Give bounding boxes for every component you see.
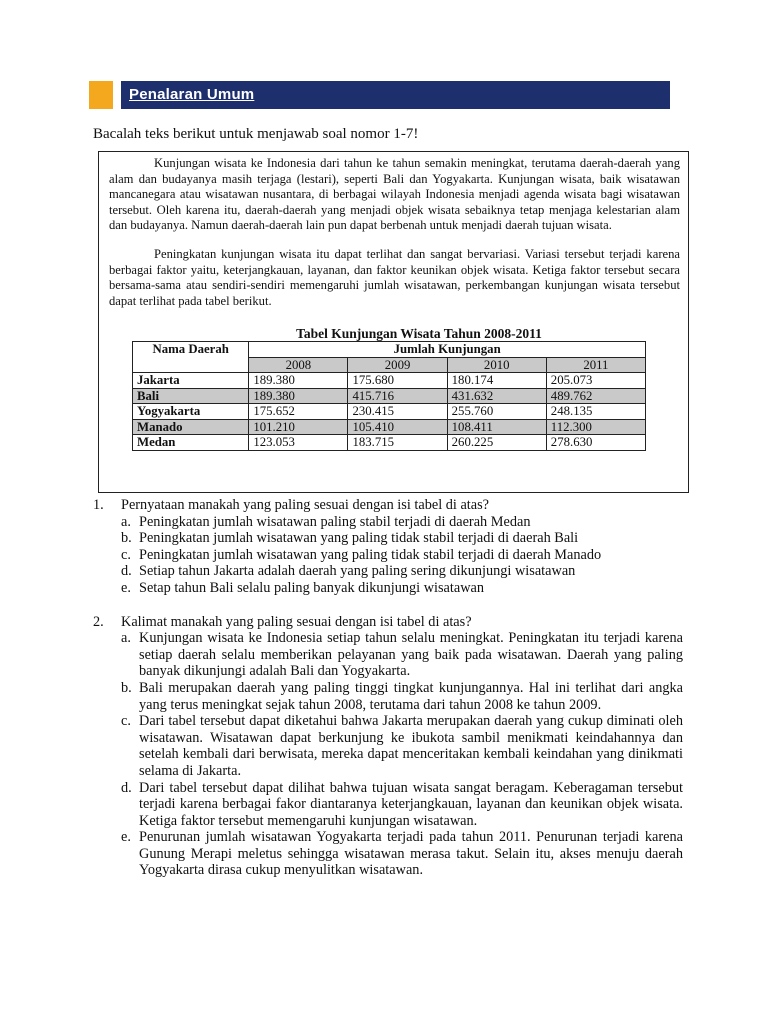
question-2	[93, 614, 683, 631]
option-text: Kunjungan wisata ke Indonesia setiap tahun selalu meningkat. Peningkatan itu terjadi karena setiap daerah selalu memberikan pelayanan yang baik pada wisatawan. Daerah yang paling banyak dikunjungi adalah Bali dan Yogyakarta.	[139, 630, 683, 680]
option-text: Setiap tahun Jakarta adalah daerah yang paling sering dikunjungi wisatawan	[139, 563, 576, 580]
section-title: Penalaran Umum	[129, 86, 255, 103]
value-cell: 415.716	[348, 388, 447, 404]
column-header-region: Nama Daerah	[133, 342, 249, 373]
section-header	[121, 81, 670, 109]
passage-box	[98, 151, 689, 493]
option-text: Bali merupakan daerah yang paling tinggi tingkat kunjungannya. Hal ini terlihat dari angka yang terus meningkat sejak tahun 2008, terutama dari tahun 2008 ke tahun 2009.	[139, 679, 683, 713]
column-header-visits: Jumlah Kunjungan	[249, 342, 646, 358]
answer-option[interactable]	[93, 563, 683, 580]
option-text: Peningkatan jumlah wisatawan yang paling tidak stabil terjadi di daerah Bali	[139, 530, 579, 547]
value-cell: 175.680	[348, 373, 447, 389]
option-text: Dari tabel tersebut dapat dilihat bahwa tujuan wisata sangat beragam. Keberagaman tersebut terjadi karena berbagai fakor diantaranya keterjangkauan, layanan dan keunikan objek wisata. Ketiga faktor tersebut memengaruhi kunjungan wisatawan.	[139, 779, 683, 829]
option-label: d.	[121, 779, 132, 796]
value-cell: 278.630	[546, 435, 645, 451]
question-1	[93, 497, 683, 514]
answer-option[interactable]	[93, 780, 683, 830]
option-text: Dari tabel tersebut dapat diketahui bahwa Jakarta merupakan daerah yang cukup diminati oleh wisatawan. Wisatawan dapat berkunjung ke ibukota sambil menikmati keindahannya dan setelah kembali dari berwisata, mereka dapat menceritakan kembali keindahan yang dinikmati selama di Jakarta.	[139, 713, 683, 779]
table-title: Tabel Kunjungan Wisata Tahun 2008-2011	[296, 326, 542, 341]
value-cell: 105.410	[348, 419, 447, 435]
header-accent	[89, 81, 113, 109]
value-cell: 260.225	[447, 435, 546, 451]
region-cell: Manado	[133, 419, 249, 435]
answer-option[interactable]	[93, 530, 683, 547]
answer-option[interactable]	[93, 630, 683, 680]
value-cell: 248.135	[546, 404, 645, 420]
question-number: 1.	[93, 497, 104, 513]
question-text: Pernyataan manakah yang paling sesuai dengan isi tabel di atas?	[121, 497, 490, 513]
answer-option[interactable]	[93, 680, 683, 713]
value-cell: 431.632	[447, 388, 546, 404]
table-row	[133, 419, 646, 435]
answer-option[interactable]	[93, 829, 683, 879]
year-header: 2008	[249, 357, 348, 373]
table-row	[133, 373, 646, 389]
value-cell: 189.380	[249, 373, 348, 389]
option-text: Setap tahun Bali selalu paling banyak dikunjungi wisatawan	[139, 579, 485, 596]
region-cell: Jakarta	[133, 373, 249, 389]
year-header: 2011	[546, 357, 645, 373]
value-cell: 230.415	[348, 404, 447, 420]
value-cell: 101.210	[249, 419, 348, 435]
question-list	[93, 497, 683, 879]
table-row	[133, 388, 646, 404]
value-cell: 489.762	[546, 388, 645, 404]
visits-table	[132, 341, 646, 451]
value-cell: 175.652	[249, 404, 348, 420]
value-cell: 123.053	[249, 435, 348, 451]
option-text: Penurunan jumlah wisatawan Yogyakarta terjadi pada tahun 2011. Penurunan terjadi karena Gunung Merapi meletus sehingga wisatawan merasa takut. Selain itu, akses menuju daerah Yogyakarta dirasa cukup menyulitkan wisatawan.	[139, 829, 683, 879]
option-label: a.	[121, 630, 131, 647]
region-cell: Yogyakarta	[133, 404, 249, 420]
table-row	[133, 404, 646, 420]
instruction-text: Bacalah teks berikut untuk menjawab soal nomor 1-7!	[93, 126, 419, 142]
value-cell: 183.715	[348, 435, 447, 451]
option-label: b.	[121, 679, 132, 696]
answer-option[interactable]	[93, 580, 683, 597]
option-label: e.	[121, 579, 131, 596]
option-label: a.	[121, 513, 131, 530]
value-cell: 180.174	[447, 373, 546, 389]
option-text: Peningkatan jumlah wisatawan paling stabil terjadi di daerah Medan	[139, 513, 531, 530]
passage-paragraph-2: Peningkatan kunjungan wisata itu dapat terlihat dan sangat bervariasi. Variasi tersebut terjadi karena berbagai faktor yaitu, keterjangkauan, layanan, dan faktor keunikan objek wisata. Ketiga faktor tersebut secara bersama-sama atau sendiri-sendiri memengaruhi jumlah wisatawan, perkembangan kunjungan wisata tersebut dapat terlihat pada tabel berikut.	[109, 247, 680, 308]
year-header: 2010	[447, 357, 546, 373]
table-row	[133, 435, 646, 451]
answer-option[interactable]	[93, 547, 683, 564]
question-text: Kalimat manakah yang paling sesuai dengan isi tabel di atas?	[121, 613, 472, 630]
option-label: c.	[121, 546, 131, 563]
answer-option[interactable]	[93, 514, 683, 531]
passage-paragraph-1: Kunjungan wisata ke Indonesia dari tahun ke tahun semakin meningkat, terutama daerah-daerah yang alam dan budayanya masih terjaga (lestari), seperti Bali dan Yogyakarta. Kunjungan wisata, baik wisatawan mancanegara atau wisatawan nusantara, di berbagai wilayah Indonesia menjadi agenda wisata bagi wisatawan tersebut. Oleh karena itu, daerah-daerah yang menjadi objek wisata sebaiknya tetap menjaga kelestarian alam dan budayanya. Namun daerah-daerah lain pun dapat berbenah untuk menjadi daerah tujuan wisata.	[109, 156, 680, 232]
answer-option[interactable]	[93, 713, 683, 779]
value-cell: 255.760	[447, 404, 546, 420]
spacer	[93, 597, 683, 614]
value-cell: 189.380	[249, 388, 348, 404]
option-label: e.	[121, 829, 131, 846]
value-cell: 112.300	[546, 419, 645, 435]
value-cell: 108.411	[447, 419, 546, 435]
region-cell: Medan	[133, 435, 249, 451]
region-cell: Bali	[133, 388, 249, 404]
option-label: d.	[121, 563, 132, 580]
question-number: 2.	[93, 613, 104, 630]
option-label: b.	[121, 530, 132, 547]
option-label: c.	[121, 713, 131, 730]
year-header: 2009	[348, 357, 447, 373]
value-cell: 205.073	[546, 373, 645, 389]
option-text: Peningkatan jumlah wisatawan yang paling tidak stabil terjadi di daerah Manado	[139, 546, 602, 563]
